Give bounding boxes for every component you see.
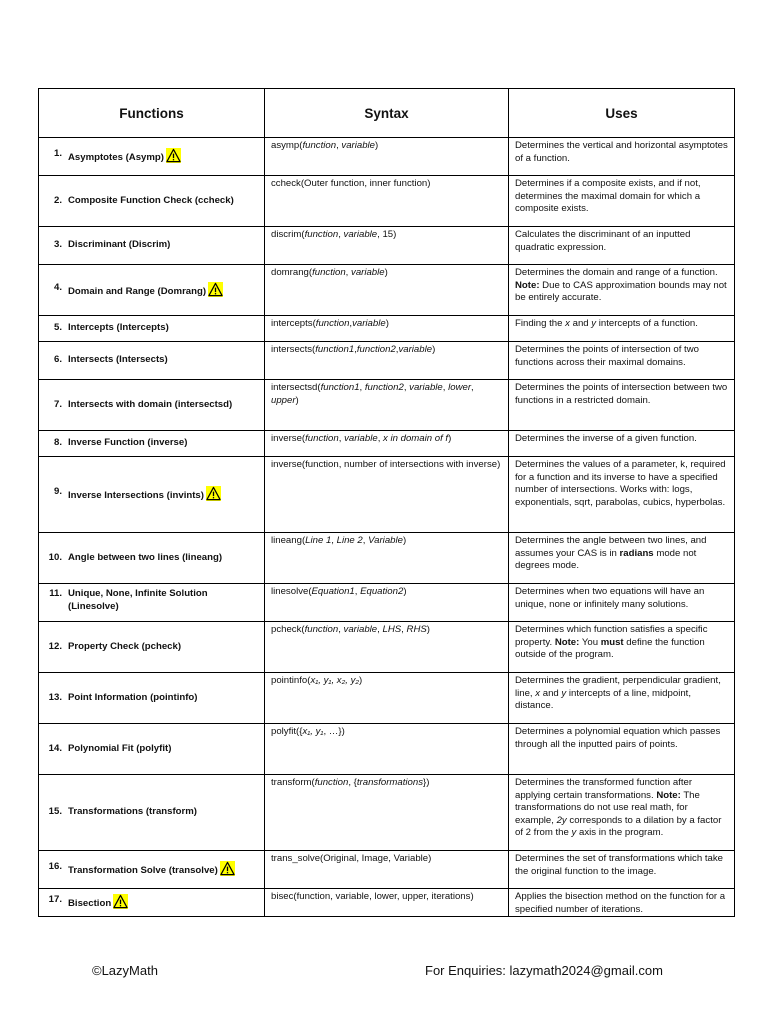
row-number: 16.	[48, 861, 62, 873]
uses-cell	[509, 533, 735, 584]
uses-cell	[509, 265, 735, 316]
text-run: transform(	[271, 777, 315, 788]
row-number: 5.	[53, 322, 62, 334]
text-run: variable	[351, 267, 385, 278]
table-row	[39, 431, 735, 457]
function-name-text: Asymptotes (Asymp)	[68, 152, 164, 164]
table-row	[39, 138, 735, 176]
text-run: variable	[398, 344, 433, 355]
function-name-text: Polynomial Fit (polyfit)	[68, 742, 172, 754]
text-run: Calculates the discriminant of an inputted quadratic expression.	[515, 229, 691, 253]
text-run: )	[384, 267, 388, 278]
table-row	[39, 342, 735, 380]
text-run: The transformations do not use real math, for example,	[515, 789, 700, 826]
text-run: ,	[338, 624, 344, 635]
text-run: 2y	[556, 814, 567, 826]
text-run: )	[402, 535, 407, 546]
text-run: function	[305, 433, 339, 444]
function-name-text: Intercepts (Intercepts)	[68, 322, 169, 334]
function-cell	[39, 138, 265, 176]
text-run: polyfit({	[271, 726, 303, 737]
function-name-text: Composite Function Check (ccheck)	[68, 194, 234, 206]
text-run: Determines the points of intersection between two functions in a restricted domain.	[515, 382, 728, 406]
syntax-cell	[265, 431, 509, 457]
row-number: 4.	[53, 281, 62, 293]
text-run: variable	[409, 382, 443, 393]
syntax-cell	[265, 889, 509, 917]
uses-cell	[509, 176, 735, 227]
text-run: Determines the transformed function after applying certain transformations.	[515, 777, 693, 801]
function-name	[68, 195, 260, 208]
text-run: ,	[401, 624, 407, 635]
text-run: Determines the angle between two lines, and assumes your CAS is in	[515, 535, 707, 559]
text-run: function	[304, 624, 339, 635]
text-run: and	[569, 318, 592, 329]
function-name	[68, 641, 260, 654]
syntax-cell	[265, 138, 509, 176]
text-run: function2	[364, 382, 404, 393]
table-row	[39, 584, 735, 622]
function-cell	[39, 622, 265, 673]
text-run: function1	[320, 382, 360, 393]
text-run: ,	[359, 382, 365, 393]
warning-triangle-icon	[208, 282, 223, 297]
text-run: bisec(function, variable, lower, upper, iterations)	[271, 891, 474, 902]
function-name	[68, 552, 260, 565]
syntax-cell	[265, 176, 509, 227]
function-name-text: Transformations (transform)	[68, 806, 197, 818]
uses-cell	[509, 584, 735, 622]
function-name-text: Unique, None, Infinite Solution (Linesolve)	[68, 588, 208, 612]
text-run: domrang(	[271, 267, 313, 278]
text-run: upper	[271, 394, 296, 406]
text-run: Determines the points of intersection of two functions across their maximal domains.	[515, 344, 699, 368]
uses-cell	[509, 138, 735, 176]
text-run: Determines the values of a parameter, k, required for a function and its inverse to have a specified number of intersections. Works with: logs, exponentials, sqrt, parabolas, cubics, hyperbolas.	[515, 459, 726, 508]
function-name	[68, 861, 260, 878]
row-number: 7.	[53, 398, 62, 410]
function-cell	[39, 431, 265, 457]
function-name	[68, 399, 260, 412]
syntax-cell	[265, 533, 509, 584]
text-run: function1	[315, 344, 355, 355]
text-run: Line 1	[305, 535, 332, 546]
text-run: Equation1	[311, 586, 355, 597]
function-cell	[39, 673, 265, 724]
text-run: asymp(	[271, 140, 303, 151]
text-run: lineang(	[271, 535, 306, 546]
text-run: Determines when two equations will have an unique, none or infinitely many solutions.	[515, 586, 705, 610]
text-run: ,	[354, 344, 357, 355]
functions-table-container	[38, 88, 734, 917]
warning-triangle-icon	[113, 894, 128, 909]
function-name-text: Domain and Range (Domrang)	[68, 285, 207, 297]
text-run: LHS	[382, 624, 402, 635]
uses-cell	[509, 316, 735, 342]
text-run: variable	[341, 140, 376, 151]
warning-triangle-icon	[220, 861, 235, 876]
text-run: )	[359, 675, 363, 686]
table-row	[39, 622, 735, 673]
function-name	[68, 692, 260, 705]
uses-cell	[509, 889, 735, 917]
uses-cell	[509, 622, 735, 673]
functions-table	[38, 88, 735, 917]
text-run: )	[448, 433, 452, 444]
text-run: Determines which function satisfies a specific property.	[515, 624, 708, 648]
syntax-cell	[265, 316, 509, 342]
function-name-text: Inverse Intersections (invints)	[68, 490, 204, 502]
row-number: 15.	[48, 806, 62, 818]
text-run: intercepts of a function.	[596, 318, 698, 329]
text-run: )	[375, 140, 379, 151]
row-number: 3.	[53, 239, 62, 251]
text-run: You	[579, 636, 601, 648]
function-name-text: Discriminant (Discrim)	[68, 239, 171, 251]
text-run: ,	[395, 344, 399, 355]
function-cell	[39, 533, 265, 584]
text-run: corresponds to a dilation by a factor of 2 from the	[515, 814, 722, 839]
text-run: variable	[352, 318, 386, 329]
header-uses: Uses	[509, 89, 735, 138]
function-name	[68, 743, 260, 756]
text-run: trans_solve(Original, Image, Variable)	[271, 853, 432, 864]
text-run: y	[561, 687, 567, 699]
uses-cell	[509, 227, 735, 265]
text-run: y	[591, 318, 597, 329]
text-run: inverse(	[271, 433, 306, 444]
function-name-text: Transformation Solve (transolve)	[68, 865, 218, 877]
text-run: )	[385, 318, 389, 329]
syntax-cell	[265, 457, 509, 533]
uses-cell	[509, 724, 735, 775]
syntax-cell	[265, 622, 509, 673]
text-run: Note:	[656, 789, 681, 801]
header-functions: Functions	[39, 89, 265, 138]
function-cell	[39, 380, 265, 431]
function-name	[68, 148, 260, 165]
text-run: ,	[377, 433, 384, 444]
table-row	[39, 265, 735, 316]
function-cell	[39, 851, 265, 889]
function-name	[68, 322, 260, 335]
text-run: Determines the vertical and horizontal asymptotes of a function.	[515, 140, 728, 164]
text-run: variable	[343, 624, 378, 635]
function-cell	[39, 316, 265, 342]
syntax-cell	[265, 380, 509, 431]
function-name	[68, 486, 260, 503]
text-run: ,	[362, 535, 369, 546]
function-name-text: Property Check (pcheck)	[68, 640, 182, 652]
text-run: lower	[448, 382, 472, 393]
text-run: ,	[403, 382, 410, 393]
row-number: 10.	[48, 551, 62, 563]
text-run: ,	[471, 382, 474, 393]
text-run: x	[565, 318, 570, 329]
table-row	[39, 775, 735, 851]
text-run: Determines the gradient, perpendicular gradient, line,	[515, 675, 721, 699]
table-row	[39, 380, 735, 431]
text-run: discrim(	[271, 229, 305, 240]
text-run: mode not degrees mode.	[515, 547, 697, 572]
text-run: , 15)	[377, 229, 397, 240]
text-run: intersectsd(	[271, 382, 321, 393]
text-run: ,	[349, 318, 353, 329]
text-run: must	[600, 636, 624, 648]
function-name-text: Bisection	[68, 898, 112, 910]
text-run: x	[535, 687, 541, 699]
row-number: 14.	[48, 742, 62, 754]
text-run: Note:	[554, 636, 580, 648]
text-run: radians	[619, 547, 654, 559]
table-row	[39, 851, 735, 889]
row-number: 9.	[53, 486, 62, 498]
text-run: Variable	[368, 535, 403, 546]
text-run: Determines if a composite exists, and if not, determines the maximal domain for which a composite exists.	[515, 178, 701, 215]
text-run: )	[432, 344, 436, 355]
table-row	[39, 316, 735, 342]
text-run: Line 2	[336, 535, 363, 546]
text-run: function	[302, 140, 337, 151]
text-run: pointinfo(	[271, 675, 311, 686]
uses-cell	[509, 775, 735, 851]
uses-cell	[509, 342, 735, 380]
text-run: ,	[354, 586, 361, 597]
text-run: ,	[377, 624, 383, 635]
syntax-cell	[265, 342, 509, 380]
syntax-cell	[265, 673, 509, 724]
function-name-text: Point Information (pointinfo)	[68, 691, 198, 703]
function-cell	[39, 265, 265, 316]
warning-triangle-icon	[166, 148, 181, 163]
syntax-cell	[265, 584, 509, 622]
table-row	[39, 673, 735, 724]
table-row	[39, 227, 735, 265]
table-row	[39, 457, 735, 533]
function-name-text: Intersects (Intersects)	[68, 354, 168, 366]
function-name-text: Angle between two lines (lineang)	[68, 551, 223, 563]
text-run: pcheck(	[271, 624, 305, 635]
text-run: x in domain of f	[383, 433, 449, 444]
text-run: Determines the set of transformations which take the original function to the image.	[515, 853, 723, 877]
function-cell	[39, 227, 265, 265]
text-run: x₁, y₁, x₂, y₂	[310, 675, 360, 686]
text-run: inverse(function, number of intersections with inverse)	[271, 459, 501, 470]
text-run: ccheck(Outer function, inner function)	[271, 178, 431, 189]
function-cell	[39, 889, 265, 917]
text-run: x₁, y₁	[302, 726, 324, 737]
table-body	[39, 138, 735, 917]
function-name	[68, 239, 260, 252]
row-number: 11.	[49, 588, 62, 599]
text-run: Determines a polynomial equation which passes through all the inputted pairs of points.	[515, 726, 721, 750]
table-header-row	[39, 89, 735, 138]
uses-cell	[509, 673, 735, 724]
function-cell	[39, 775, 265, 851]
function-cell	[39, 457, 265, 533]
text-run: Applies the bisection method on the function for a specified number of iterations.	[515, 891, 726, 915]
table-row	[39, 176, 735, 227]
text-run: function	[304, 229, 339, 240]
text-run: variable	[344, 433, 378, 444]
footer-enquiries: For Enquiries: lazymath2024@gmail.com	[425, 963, 663, 978]
function-cell	[39, 724, 265, 775]
function-name-text: Inverse Function (inverse)	[68, 437, 188, 449]
row-number: 2.	[53, 194, 62, 206]
row-number: 6.	[53, 354, 62, 366]
text-run: , …})	[323, 726, 345, 737]
text-run: transformations	[356, 777, 423, 788]
row-number: 8.	[53, 437, 62, 449]
text-run: axis in the program.	[576, 827, 664, 839]
text-run: and	[540, 687, 562, 699]
uses-cell	[509, 457, 735, 533]
uses-cell	[509, 431, 735, 457]
text-run: function	[315, 318, 350, 329]
syntax-cell	[265, 775, 509, 851]
text-run: Equation2	[360, 586, 404, 597]
row-number: 13.	[48, 691, 62, 703]
text-run: Finding the	[515, 318, 566, 329]
text-run: Determines the inverse of a given function.	[515, 433, 697, 444]
text-run: , {	[348, 777, 357, 788]
syntax-cell	[265, 851, 509, 889]
function-name	[68, 894, 260, 911]
function-name	[68, 354, 260, 367]
text-run: y	[571, 827, 577, 839]
text-run: intersects(	[271, 344, 316, 355]
warning-triangle-icon	[206, 486, 221, 501]
text-run: )	[295, 394, 299, 406]
text-run: RHS	[406, 624, 427, 635]
text-run: function	[314, 777, 349, 788]
table-row	[39, 533, 735, 584]
text-run: Note:	[515, 279, 540, 291]
syntax-cell	[265, 265, 509, 316]
function-cell	[39, 176, 265, 227]
text-run: )	[426, 624, 430, 635]
text-run: ,	[336, 140, 342, 151]
text-run: linesolve(	[271, 586, 312, 597]
text-run: ,	[331, 535, 337, 546]
syntax-cell	[265, 227, 509, 265]
text-run: function2	[356, 344, 396, 355]
text-run: )	[403, 586, 407, 597]
function-name	[68, 588, 260, 613]
text-run: ,	[338, 433, 345, 444]
text-run: ,	[345, 267, 352, 278]
text-run: intercepts of a line, midpoint, distance.	[515, 687, 691, 712]
row-number: 17.	[48, 894, 62, 906]
function-name	[68, 282, 260, 299]
table-row	[39, 724, 735, 775]
text-run: function	[312, 267, 346, 278]
table-row	[39, 889, 735, 917]
function-name	[68, 437, 260, 450]
text-run: define the function outside of the program.	[515, 636, 705, 661]
text-run: })	[423, 777, 430, 788]
syntax-cell	[265, 724, 509, 775]
uses-cell	[509, 380, 735, 431]
text-run: variable	[343, 229, 378, 240]
text-run: Determines the domain and range of a function.	[515, 267, 718, 278]
row-number: 1.	[53, 148, 62, 160]
uses-cell	[509, 851, 735, 889]
header-syntax: Syntax	[265, 89, 509, 138]
function-name	[68, 806, 260, 819]
row-number: 12.	[48, 640, 62, 652]
function-name-text: Intersects with domain (intersectsd)	[68, 398, 233, 410]
text-run: ,	[338, 229, 344, 240]
text-run: Due to CAS approximation bounds may not be entirely accurate.	[515, 279, 727, 304]
text-run: ,	[442, 382, 449, 393]
text-run: intercepts(	[271, 318, 316, 329]
function-cell	[39, 584, 265, 622]
footer-copyright: ©LazyMath	[92, 963, 158, 978]
function-cell	[39, 342, 265, 380]
